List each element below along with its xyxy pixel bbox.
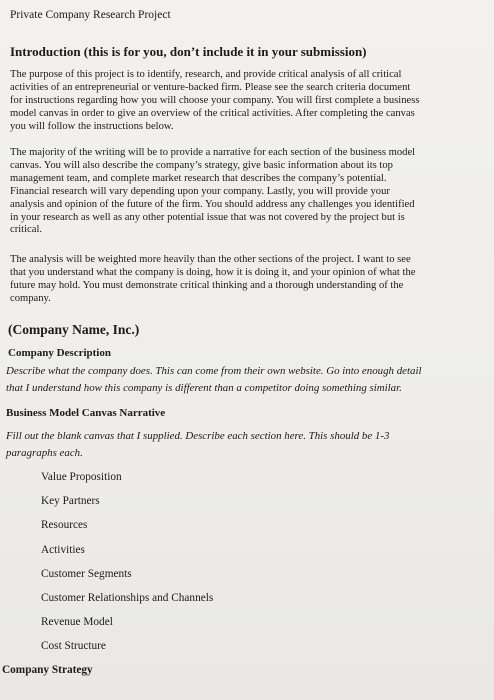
business-model-canvas-heading: Business Model Canvas Narrative <box>6 407 166 419</box>
text-line: that you understand what the company is doing, how it is doing it, and your opinion of what the <box>10 266 416 278</box>
text-line: Financial research will vary depending upon your company. Lastly, you will provide your <box>10 185 390 197</box>
text-line: canvas. You will also describe the company’s strategy, give basic information about its top <box>10 159 393 171</box>
text-line: activities of an entrepreneurial or venture-backed firm. Please see the search criteria document <box>10 81 411 93</box>
intro-paragraph-2 <box>10 147 472 237</box>
text-line: paragraphs each. <box>6 446 83 459</box>
company-description-instructions <box>6 363 486 396</box>
canvas-section-resources: Resources <box>41 519 88 532</box>
intro-heading: Introduction (this is for you, don’t include it in your submission) <box>10 44 367 59</box>
text-line: model canvas in order to give an overview of the critical activities. After completing the canvas <box>10 107 415 119</box>
company-description-heading: Company Description <box>8 347 111 359</box>
text-line: for instructions regarding how you will choose your company. You will first complete a business <box>10 94 420 106</box>
text-line: company. <box>10 292 51 304</box>
text-line: The majority of the writing will be to provide a narrative for each section of the business model <box>10 147 416 158</box>
text-line: Describe what the company does. This can come from their own website. Go into enough detail <box>6 365 422 377</box>
text-line: you will follow the instructions below. <box>10 120 174 132</box>
document-header: Private Company Research Project <box>10 9 171 21</box>
text-line: critical. <box>10 224 43 236</box>
text-line: that I understand how this company is different than a competitor doing something similar. <box>6 381 402 394</box>
intro-paragraph-1 <box>10 69 472 134</box>
canvas-section-cost-structure: Cost Structure <box>41 640 106 653</box>
canvas-section-revenue-model: Revenue Model <box>41 616 113 629</box>
text-line: Fill out the blank canvas that I supplied. Describe each section here. This should be 1-3 <box>6 430 390 442</box>
intro-paragraph-3 <box>10 254 472 306</box>
canvas-section-value-proposition: Value Proposition <box>41 471 122 483</box>
company-name-heading: (Company Name, Inc.) <box>8 322 140 337</box>
canvas-section-key-partners: Key Partners <box>41 495 100 508</box>
canvas-section-activities: Activities <box>41 543 85 556</box>
text-line: future may hold. You must demonstrate critical thinking and a thorough understanding of the <box>10 279 404 291</box>
canvas-section-customer-segments: Customer Segments <box>41 567 132 580</box>
business-model-canvas-instructions <box>6 428 486 461</box>
text-line: management team, and complete market research that describes the company’s potential. <box>10 172 387 184</box>
text-line: The purpose of this project is to identify, research, and provide critical analysis of all critical <box>10 69 402 80</box>
canvas-section-list <box>41 469 213 663</box>
text-line: The analysis will be weighted more heavily than the other sections of the project. I want to see <box>10 254 411 265</box>
text-line: in your research as well as any other potential issue that was not covered by the project but is <box>10 211 405 223</box>
canvas-section-customer-relationships: Customer Relationships and Channels <box>41 591 214 604</box>
text-line: analysis and opinion of the future of the firm. You should address any challenges you identified <box>10 198 415 210</box>
company-strategy-heading: Company Strategy <box>2 664 93 676</box>
